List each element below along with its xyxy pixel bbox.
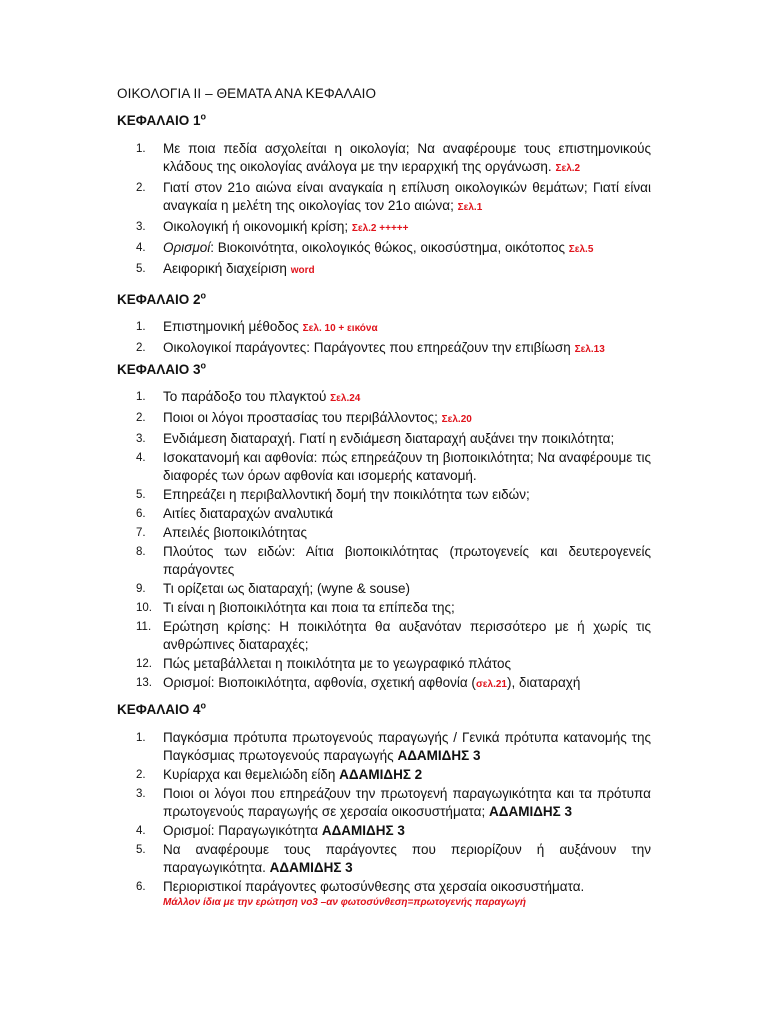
item-number: 5.	[136, 844, 146, 856]
list-item	[117, 239, 651, 259]
list-item	[117, 140, 651, 178]
item-number: 1.	[136, 143, 146, 155]
list-item	[117, 524, 651, 542]
list-item	[117, 841, 651, 877]
source-reference: ΑΔΑΜΙΔΗΣ 3	[321, 823, 405, 838]
page-reference: Σελ. 10 + εικόνα	[302, 323, 378, 334]
item-text: Ποιοι οι λόγοι προστασίας του περιβάλλοντος;	[163, 410, 438, 425]
item-number: 13.	[136, 677, 152, 689]
chapter-2-sup: ο	[200, 290, 206, 301]
chapter-2-list	[117, 318, 651, 360]
item-text-after: ), διαταραχή	[507, 675, 581, 690]
chapter-2-label: ΚΕΦΑΛΑΙΟ 2	[117, 292, 201, 307]
item-text: Ενδιάμεση διαταραχή. Γιατί η ενδιάμεση διαταραχή αυξάνει την ποικιλότητα;	[163, 431, 615, 446]
chapter-1-list	[117, 140, 651, 281]
chapter-4-list	[117, 729, 651, 911]
source-reference: ΑΔΑΜΙΔΗΣ 3	[397, 748, 481, 763]
item-text: Πλούτος των ειδών: Αίτια βιοποικιλότητας (πρωτογενείς και δευτερογενείς παράγοντες	[163, 544, 651, 577]
document-title: ΟΙΚΟΛΟΓΙΑ ΙΙ – ΘΕΜΑΤΑ ΑΝΑ ΚΕΦΑΛΑΙΟ	[117, 86, 377, 101]
item-number: 3.	[136, 221, 146, 233]
item-text: Ποιοι οι λόγοι που επηρεάζουν την πρωτογενή παραγωγικότητα και τα πρότυπα πρωτογενούς παραγωγής σε χερσαία οικοσυστήματα;	[163, 786, 651, 819]
list-item	[117, 486, 651, 504]
source-reference: ΑΔΑΜΙΔΗΣ 2	[339, 767, 423, 782]
list-item	[117, 449, 651, 485]
item-number: 9.	[136, 583, 146, 595]
item-number: 3.	[136, 433, 146, 445]
list-item	[117, 729, 651, 765]
item-text: Ισοκατανομή και αφθονία: πώς επηρεάζουν τη βιοποικιλότητα; Να αναφέρουμε τις διαφορές των όρων αφθονία και ισομερής κατανομή.	[163, 450, 651, 483]
list-item	[117, 318, 651, 338]
item-text: Τι ορίζεται ως διαταραχή; (wyne & souse)	[163, 581, 411, 596]
item-text: Με ποια πεδία ασχολείται η οικολογία; Να αναφέρουμε τους επιστημονικούς κλάδους της οικολογίας ανάλογα με την ιεραρχική της οργάνωση.	[163, 141, 651, 174]
item-text: Παγκόσμια πρότυπα πρωτογενούς παραγωγής / Γενικά πρότυπα κατανομής της Παγκόσμιας πρωτογενούς παραγωγής	[163, 730, 651, 763]
item-text: Τι είναι η βιοποικιλότητα και ποια τα επίπεδα της;	[163, 600, 455, 615]
list-item	[117, 618, 651, 654]
list-item	[117, 430, 651, 448]
item-number: 5.	[136, 489, 146, 501]
red-note: Μάλλον ίδια με την ερώτηση νο3 –αν φωτοσύνθεση=πρωτογενής παραγωγή	[163, 897, 526, 908]
item-number: 4.	[136, 452, 146, 464]
item-number: 4.	[136, 242, 146, 254]
item-number: 3.	[136, 788, 146, 800]
item-text: Ορισμοί: Παραγωγικότητα	[163, 823, 319, 838]
list-item	[117, 179, 651, 217]
list-item	[117, 260, 651, 280]
chapter-3-label: ΚΕΦΑΛΑΙΟ 3	[117, 362, 201, 377]
list-item	[117, 674, 651, 694]
item-number: 1.	[136, 321, 146, 333]
page-reference: word	[290, 265, 315, 276]
chapter-3-heading	[117, 362, 206, 377]
item-number: 1.	[136, 732, 146, 744]
source-reference: ΑΔΑΜΙΔΗΣ 3	[269, 860, 353, 875]
item-text: Αιτίες διαταραχών αναλυτικά	[163, 506, 334, 521]
item-italic-term: Ορισμοί	[163, 240, 211, 255]
item-number: 8.	[136, 546, 146, 558]
list-item	[117, 599, 651, 617]
list-item	[117, 766, 651, 784]
chapter-4-label: ΚΕΦΑΛΑΙΟ 4	[117, 702, 201, 717]
item-text: Γιατί στον 21ο αιώνα είναι αναγκαία η επίλυση οικολογικών θεμάτων; Γιατί είναι αναγκαία η μελέτη της οικολογίας τον 21ο αιώνα;	[163, 180, 651, 213]
list-item	[117, 785, 651, 821]
chapter-1-label: ΚΕΦΑΛΑΙΟ 1	[117, 113, 201, 128]
item-number: 4.	[136, 825, 146, 837]
page-reference: Σελ.5	[568, 244, 594, 255]
item-text: Επιστημονική μέθοδος	[163, 319, 299, 334]
page-reference: Σελ.1	[457, 202, 483, 213]
page-reference: σελ.21	[475, 679, 507, 690]
chapter-4-heading	[117, 702, 206, 717]
item-text: Περιοριστικοί παράγοντες φωτοσύνθεσης στα χερσαία οικοσυστήματα.	[163, 879, 585, 894]
item-text: Απειλές βιοποικιλότητας	[163, 525, 307, 540]
item-number: 2.	[136, 182, 146, 194]
page-reference: Σελ.13	[574, 344, 605, 355]
item-number: 2.	[136, 769, 146, 781]
item-text: Το παράδοξο του πλαγκτού	[163, 389, 327, 404]
item-number: 6.	[136, 881, 146, 893]
item-number: 6.	[136, 508, 146, 520]
list-item	[117, 655, 651, 673]
item-number: 12.	[136, 658, 152, 670]
item-text: Οικολογική ή οικονομική κρίση;	[163, 219, 349, 234]
list-item	[117, 878, 651, 910]
list-item	[117, 543, 651, 579]
item-number: 2.	[136, 412, 146, 424]
item-text: Κυρίαρχα και θεμελιώδη είδη	[163, 767, 336, 782]
chapter-3-sup: ο	[200, 360, 206, 371]
list-item	[117, 339, 651, 359]
item-text: Επηρεάζει η περιβαλλοντική δομή την ποικιλότητα των ειδών;	[163, 487, 530, 502]
item-text: Πώς μεταβάλλεται η ποικιλότητα με το γεωγραφικό πλάτος	[163, 656, 512, 671]
item-text: Οικολογικοί παράγοντες: Παράγοντες που επηρεάζουν την επιβίωση	[163, 340, 571, 355]
list-item	[117, 388, 651, 408]
page-reference: Σελ.2	[555, 163, 581, 174]
item-text: Αειφορική διαχείριση	[163, 261, 287, 276]
item-text: Να αναφέρουμε τους παράγοντες που περιορίζουν ή αυξάνουν την παραγωγικότητα.	[163, 842, 651, 875]
page-reference: Σελ.20	[441, 414, 472, 425]
page-reference: Σελ.2 +++++	[351, 223, 409, 234]
list-item	[117, 822, 651, 840]
item-text: : Βιοκοινότητα, οικολογικός θώκος, οικοσύστημα, οικότοπος	[210, 240, 565, 255]
item-text: Ερώτηση κρίσης: Η ποικιλότητα θα αυξανόταν περισσότερο με ή χωρίς τις ανθρώπινες διαταραχές;	[163, 619, 651, 652]
item-number: 11.	[136, 621, 152, 633]
item-number: 7.	[136, 527, 146, 539]
item-text: Ορισμοί: Βιοποικιλότητα, αφθονία, σχετική αφθονία (	[163, 675, 476, 690]
list-item	[117, 409, 651, 429]
list-item	[117, 218, 651, 238]
chapter-2-heading	[117, 292, 206, 307]
page-reference: Σελ.24	[330, 393, 361, 404]
item-number: 5.	[136, 263, 146, 275]
item-number: 2.	[136, 342, 146, 354]
chapter-3-list	[117, 388, 651, 695]
list-item	[117, 580, 651, 598]
chapter-1-sup: ο	[200, 111, 206, 122]
chapter-1-heading	[117, 113, 206, 128]
item-number: 1.	[136, 391, 146, 403]
source-reference: ΑΔΑΜΙΔΗΣ 3	[489, 804, 573, 819]
list-item	[117, 505, 651, 523]
chapter-4-sup: ο	[200, 700, 206, 711]
item-number: 10.	[136, 602, 152, 614]
